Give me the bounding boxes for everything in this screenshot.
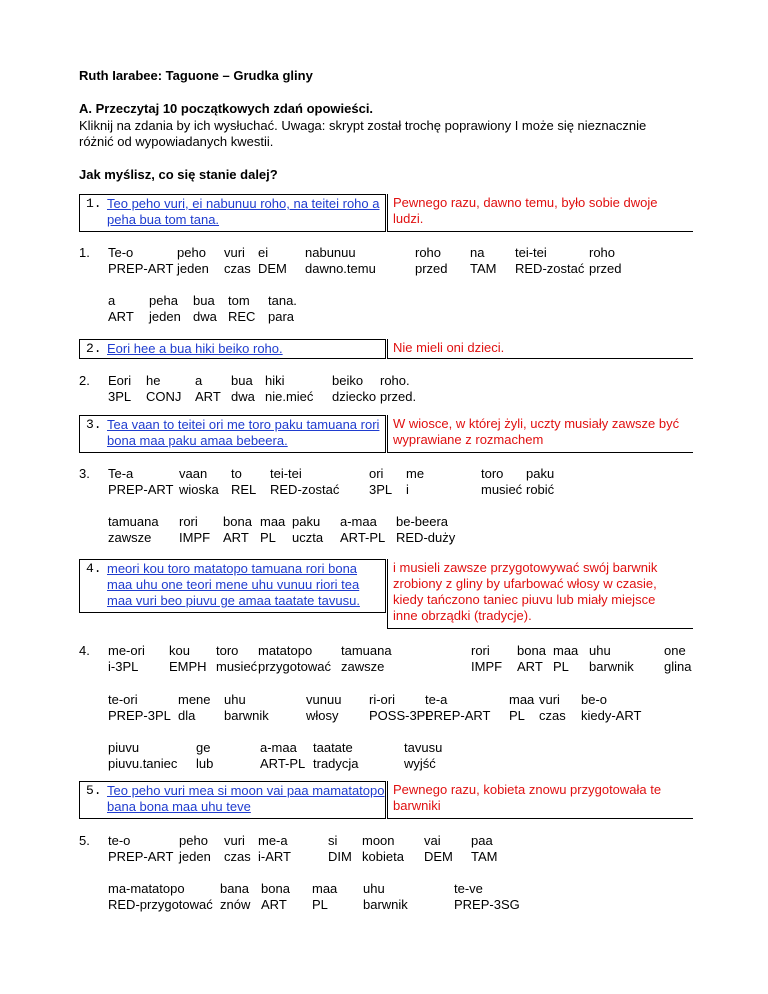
gloss-word xyxy=(169,643,207,675)
gloss-morpheme: vuri xyxy=(224,245,245,260)
gloss-word xyxy=(328,833,352,865)
gloss-translation: POSS-3PL xyxy=(369,708,433,723)
gloss-morpheme: a-maa xyxy=(340,514,377,529)
gloss-word xyxy=(193,293,217,325)
gloss-word xyxy=(149,293,181,325)
gloss-morpheme: bona xyxy=(517,643,546,658)
gloss-translation: DEM xyxy=(424,849,453,864)
sentence-1-number: 1. xyxy=(86,196,102,211)
gloss-2-number: 2. xyxy=(79,373,90,388)
gloss-word xyxy=(108,643,145,675)
gloss-morpheme: one xyxy=(664,643,686,658)
gloss-word xyxy=(179,466,219,498)
gloss-translation: EMPH xyxy=(169,659,207,674)
gloss-morpheme: toro xyxy=(216,643,239,658)
gloss-translation: IMPF xyxy=(471,659,503,674)
gloss-translation: PL xyxy=(553,659,569,674)
gloss-translation: jeden xyxy=(179,849,211,864)
gloss-morpheme: tamuana xyxy=(108,514,159,529)
gloss-translation: tradycja xyxy=(313,756,359,771)
gloss-word xyxy=(108,245,174,277)
gloss-word xyxy=(265,373,313,405)
gloss-translation: dwa xyxy=(193,309,217,324)
gloss-morpheme: tavusu xyxy=(404,740,443,755)
gloss-morpheme: tei-tei xyxy=(515,245,547,260)
gloss-word xyxy=(179,833,211,865)
gloss-morpheme: kou xyxy=(169,643,190,658)
gloss-morpheme: rori xyxy=(179,514,198,529)
gloss-translation: PREP-3PL xyxy=(108,708,171,723)
gloss-word xyxy=(581,692,641,724)
gloss-word xyxy=(195,373,221,405)
gloss-morpheme: me-a xyxy=(258,833,288,848)
gloss-translation: czas xyxy=(224,261,251,276)
gloss-morpheme: te-ve xyxy=(454,881,483,896)
sentence-1-translation: Pewnego razu, dawno temu, było sobie dwoje ludzi. xyxy=(393,195,658,226)
gloss-translation: RED-zostać xyxy=(515,261,585,276)
gloss-translation: ART-PL xyxy=(260,756,306,771)
gloss-morpheme: tamuana xyxy=(341,643,392,658)
section-heading: A. Przeczytaj 10 początkowych zdań opowieści. xyxy=(79,101,374,116)
gloss-word xyxy=(305,245,376,277)
gloss-word xyxy=(260,514,285,546)
gloss-word xyxy=(306,692,341,724)
gloss-word xyxy=(224,833,251,865)
gloss-morpheme: peho xyxy=(179,833,208,848)
gloss-morpheme: maa xyxy=(509,692,535,707)
gloss-word xyxy=(454,881,520,913)
sentence-5-audio-link[interactable]: Teo peho vuri mea si moon vai paa mamatatopo bana bona maa uhu teve xyxy=(107,783,385,814)
gloss-word xyxy=(228,293,255,325)
gloss-word xyxy=(270,466,339,498)
sentence-2-translation-box xyxy=(387,339,693,359)
gloss-morpheme: bona xyxy=(223,514,252,529)
gloss-word xyxy=(231,466,256,498)
gloss-translation: 3PL xyxy=(108,389,132,404)
instructions-line-1: Kliknij na zdania by ich wysłuchać. Uwaga: skrypt został trochę poprawiony I może się nieznacznie xyxy=(79,118,647,133)
gloss-word xyxy=(177,245,209,277)
gloss-morpheme: roho xyxy=(589,245,616,260)
gloss-morpheme: Te-a xyxy=(108,466,134,481)
gloss-word xyxy=(481,466,522,498)
gloss-word xyxy=(146,373,181,405)
gloss-translation: wioska xyxy=(179,482,219,497)
gloss-morpheme: ge xyxy=(196,740,211,755)
gloss-morpheme: nabunuu xyxy=(305,245,356,260)
gloss-word xyxy=(340,514,385,546)
gloss-translation: musieć xyxy=(216,659,258,674)
gloss-translation: REC xyxy=(228,309,256,324)
gloss-translation: PREP-ART xyxy=(108,261,174,276)
gloss-translation: dawno.temu xyxy=(305,261,376,276)
gloss-morpheme: peha xyxy=(149,293,178,308)
sentence-1-audio-link[interactable]: Teo peho vuri, ei nabunuu roho, na teitei roho a peha bua tom tana. xyxy=(107,196,380,227)
gloss-morpheme: tana. xyxy=(268,293,297,308)
gloss-word xyxy=(108,692,171,724)
gloss-translation: TAM xyxy=(471,849,498,864)
page-title: Ruth Iarabee: Taguone – Grudka gliny xyxy=(79,68,313,83)
gloss-morpheme: to xyxy=(231,466,242,481)
gloss-morpheme: mene xyxy=(178,692,211,707)
gloss-translation: RED-duży xyxy=(396,530,456,545)
gloss-translation: DIM xyxy=(328,849,352,864)
gloss-morpheme: rori xyxy=(471,643,490,658)
gloss-morpheme: me-ori xyxy=(108,643,145,658)
gloss-word xyxy=(425,692,491,724)
sentence-4-translation-box xyxy=(387,559,693,629)
gloss-morpheme: bua xyxy=(231,373,253,388)
gloss-translation: PREP-3SG xyxy=(454,897,520,912)
gloss-morpheme: moon xyxy=(362,833,395,848)
gloss-translation: PREP-ART xyxy=(108,482,174,497)
sentence-4-tagl-box xyxy=(79,559,386,613)
gloss-translation: ART xyxy=(517,659,543,674)
gloss-translation: barwnik xyxy=(363,897,408,912)
gloss-translation: nie.mieć xyxy=(265,389,314,404)
gloss-morpheme: uhu xyxy=(589,643,611,658)
gloss-word xyxy=(231,373,255,405)
gloss-morpheme: taatate xyxy=(313,740,353,755)
gloss-translation: RED-przygotować xyxy=(108,897,213,912)
gloss-word xyxy=(369,692,433,724)
gloss-word xyxy=(369,466,392,498)
gloss-morpheme: vuri xyxy=(224,833,245,848)
gloss-translation: przed xyxy=(589,261,622,276)
gloss-morpheme: bona xyxy=(261,881,290,896)
gloss-morpheme: be-o xyxy=(581,692,608,707)
instructions-line-2: różnić od wypowiadanych kwestii. xyxy=(79,134,274,149)
gloss-word xyxy=(220,881,250,913)
gloss-translation: kobieta xyxy=(362,849,404,864)
gloss-morpheme: paku xyxy=(526,466,555,481)
gloss-word xyxy=(108,514,159,546)
gloss-word xyxy=(312,881,337,913)
gloss-morpheme: te-o xyxy=(108,833,131,848)
gloss-morpheme: te-ori xyxy=(108,692,138,707)
gloss-translation: uczta xyxy=(292,530,324,545)
gloss-word xyxy=(313,740,359,772)
sentence-4-audio-link[interactable]: meori kou toro matatopo tamuana rori bona maa uhu one teori mene uhu vunuu riori tea maa vuri beo piuvu ge amaa taatate tavusu. xyxy=(107,561,360,608)
gloss-word xyxy=(108,293,134,325)
gloss-1-number: 1. xyxy=(79,245,90,260)
gloss-word xyxy=(268,293,297,325)
sentence-3-audio-link[interactable]: Tea vaan to teitei ori me toro paku tamuana rori bona maa paku amaa bebeera. xyxy=(107,417,380,448)
gloss-word xyxy=(258,833,291,865)
gloss-word xyxy=(108,373,131,405)
gloss-word xyxy=(260,740,305,772)
gloss-morpheme: na xyxy=(470,245,485,260)
gloss-translation: znów xyxy=(220,897,251,912)
gloss-word xyxy=(216,643,257,675)
gloss-word xyxy=(258,643,331,675)
gloss-translation: jeden xyxy=(177,261,209,276)
gloss-translation: ART xyxy=(108,309,134,324)
gloss-morpheme: paa xyxy=(471,833,493,848)
gloss-morpheme: a xyxy=(195,373,203,388)
gloss-translation: piuvu.taniec xyxy=(108,756,178,771)
gloss-translation: para xyxy=(268,309,295,324)
gloss-translation: wyjść xyxy=(404,756,436,771)
gloss-morpheme: paku xyxy=(292,514,321,529)
gloss-morpheme: matatopo xyxy=(258,643,313,658)
gloss-translation: przed xyxy=(415,261,448,276)
gloss-morpheme: tom xyxy=(228,293,250,308)
sentence-2-number: 2. xyxy=(86,341,102,356)
sentence-4-translation: i musieli zawsze przygotowywać swój barwnik zrobiony z gliny by ufarbować włosy w czasie, kiedy tańczono taniec piuvu lub miały miejsce inne obrządki (tradycje). xyxy=(393,560,658,623)
gloss-word xyxy=(404,740,442,772)
gloss-morpheme: roho xyxy=(415,245,442,260)
gloss-morpheme: maa xyxy=(553,643,579,658)
gloss-morpheme: ori xyxy=(369,466,384,481)
gloss-morpheme: beiko xyxy=(332,373,364,388)
gloss-morpheme: he xyxy=(146,373,161,388)
sentence-2-translation: Nie mieli oni dzieci. xyxy=(393,340,505,355)
gloss-morpheme: bua xyxy=(193,293,215,308)
gloss-morpheme: uhu xyxy=(363,881,385,896)
gloss-morpheme: hiki xyxy=(265,373,285,388)
gloss-word xyxy=(509,692,534,724)
gloss-morpheme: si xyxy=(328,833,338,848)
gloss-translation: dwa xyxy=(231,389,255,404)
gloss-morpheme: te-a xyxy=(425,692,448,707)
sentence-3-tagl-box xyxy=(79,415,386,453)
sentence-1-tagl-box xyxy=(79,194,386,232)
gloss-morpheme: Te-o xyxy=(108,245,134,260)
gloss-translation: przed. xyxy=(380,389,417,404)
gloss-word xyxy=(589,245,622,277)
gloss-translation: CONJ xyxy=(146,389,182,404)
gloss-translation: jeden xyxy=(149,309,181,324)
gloss-translation: PREP-ART xyxy=(108,849,174,864)
gloss-translation: barwnik xyxy=(589,659,634,674)
gloss-word xyxy=(553,643,578,675)
gloss-morpheme: maa xyxy=(312,881,338,896)
gloss-morpheme: maa xyxy=(260,514,286,529)
sentence-2-tagl-box xyxy=(79,339,386,359)
gloss-word xyxy=(471,833,497,865)
gloss-morpheme: roho. xyxy=(380,373,410,388)
gloss-3-number: 3. xyxy=(79,466,90,481)
gloss-translation: glina xyxy=(664,659,692,674)
gloss-morpheme: a-maa xyxy=(260,740,297,755)
gloss-word xyxy=(108,466,174,498)
gloss-translation: PL xyxy=(312,897,328,912)
sentence-5-translation: Pewnego razu, kobieta znowu przygotowała te barwniki xyxy=(393,782,662,813)
sentence-3-number: 3. xyxy=(86,417,102,432)
gloss-translation: i-3PL xyxy=(108,659,139,674)
gloss-morpheme: ri-ori xyxy=(369,692,395,707)
sentence-4-number: 4. xyxy=(86,561,102,576)
gloss-morpheme: me xyxy=(406,466,425,481)
gloss-word xyxy=(179,514,210,546)
gloss-morpheme: piuvu xyxy=(108,740,140,755)
sentence-3-translation-box xyxy=(387,415,693,453)
sentence-5-number: 5. xyxy=(86,783,102,798)
gloss-translation: dziecko xyxy=(332,389,377,404)
gloss-word xyxy=(178,692,211,724)
gloss-translation: PREP-ART xyxy=(425,708,491,723)
gloss-word xyxy=(539,692,566,724)
gloss-morpheme: be-beera xyxy=(396,514,449,529)
sentence-1-translation-box xyxy=(387,194,693,232)
gloss-translation: ART-PL xyxy=(340,530,386,545)
gloss-translation: DEM xyxy=(258,261,287,276)
gloss-morpheme: peho xyxy=(177,245,206,260)
gloss-morpheme: vaan xyxy=(179,466,208,481)
gloss-word xyxy=(380,373,416,405)
gloss-word xyxy=(589,643,634,675)
gloss-word xyxy=(515,245,584,277)
gloss-translation: przygotować xyxy=(258,659,331,674)
question: Jak myślisz, co się stanie dalej? xyxy=(79,167,278,182)
gloss-word xyxy=(224,245,251,277)
gloss-5-number: 5. xyxy=(79,833,90,848)
gloss-morpheme: tei-tei xyxy=(270,466,302,481)
gloss-word xyxy=(470,245,496,277)
gloss-word xyxy=(363,881,408,913)
gloss-word xyxy=(261,881,290,913)
gloss-word xyxy=(396,514,455,546)
gloss-translation: dla xyxy=(178,708,196,723)
gloss-morpheme: toro xyxy=(481,466,504,481)
gloss-translation: barwnik xyxy=(224,708,269,723)
gloss-translation: włosy xyxy=(306,708,339,723)
gloss-morpheme: vai xyxy=(424,833,441,848)
gloss-word xyxy=(196,740,213,772)
gloss-translation: ART xyxy=(261,897,287,912)
gloss-word xyxy=(108,833,174,865)
gloss-translation: IMPF xyxy=(179,530,211,545)
gloss-translation: 3PL xyxy=(369,482,393,497)
gloss-word xyxy=(224,692,269,724)
gloss-translation: czas xyxy=(539,708,566,723)
sentence-2-audio-link[interactable]: Eori hee a bua hiki beiko roho. xyxy=(107,341,283,356)
gloss-translation: kiedy-ART xyxy=(581,708,642,723)
gloss-word xyxy=(664,643,691,675)
gloss-morpheme: Eori xyxy=(108,373,132,388)
gloss-translation: czas xyxy=(224,849,251,864)
gloss-translation: ART xyxy=(223,530,249,545)
gloss-word xyxy=(517,643,546,675)
gloss-word xyxy=(258,245,287,277)
gloss-translation: PL xyxy=(260,530,276,545)
gloss-word xyxy=(362,833,404,865)
gloss-word xyxy=(341,643,392,675)
gloss-translation: TAM xyxy=(470,261,497,276)
gloss-word xyxy=(332,373,376,405)
gloss-morpheme: bana xyxy=(220,881,249,896)
gloss-4-number: 4. xyxy=(79,643,90,658)
gloss-translation: ART xyxy=(195,389,221,404)
gloss-translation: i xyxy=(406,482,409,497)
gloss-translation: zawsze xyxy=(341,659,385,674)
gloss-morpheme: uhu xyxy=(224,692,246,707)
gloss-word xyxy=(223,514,252,546)
gloss-translation: i-ART xyxy=(258,849,291,864)
gloss-word xyxy=(406,466,424,498)
sentence-5-translation-box xyxy=(387,781,693,819)
sentence-5-tagl-box xyxy=(79,781,386,819)
gloss-word xyxy=(292,514,323,546)
gloss-word xyxy=(415,245,448,277)
gloss-translation: REL xyxy=(231,482,257,497)
gloss-word xyxy=(471,643,502,675)
gloss-word xyxy=(108,740,177,772)
sentence-3-translation: W wiosce, w której żyli, uczty musiały zawsze być wyprawiane z rozmachem xyxy=(393,416,680,447)
gloss-morpheme: vuri xyxy=(539,692,560,707)
gloss-translation: musieć xyxy=(481,482,523,497)
gloss-translation: RED-zostać xyxy=(270,482,340,497)
gloss-morpheme: vunuu xyxy=(306,692,342,707)
gloss-morpheme: a xyxy=(108,293,116,308)
gloss-translation: PL xyxy=(509,708,525,723)
gloss-word xyxy=(526,466,554,498)
gloss-word xyxy=(108,881,213,913)
gloss-morpheme: ma-matatopo xyxy=(108,881,185,896)
gloss-translation: robić xyxy=(526,482,555,497)
gloss-morpheme: ei xyxy=(258,245,269,260)
gloss-word xyxy=(424,833,453,865)
gloss-translation: zawsze xyxy=(108,530,152,545)
gloss-translation: lub xyxy=(196,756,214,771)
